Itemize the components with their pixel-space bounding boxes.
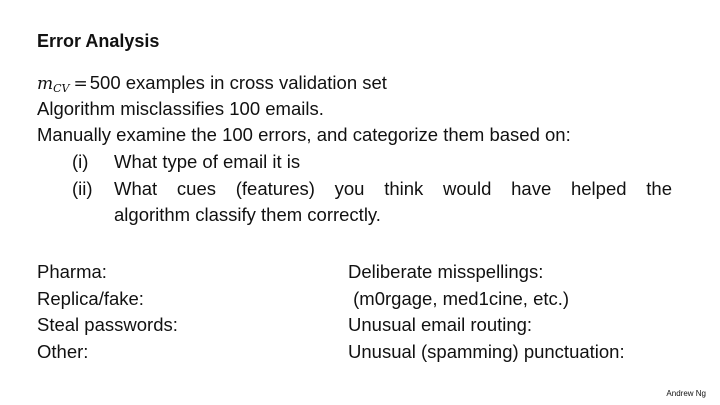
examine-line: Manually examine the 100 errors, and categorize them based on: [37,124,571,145]
cue-misspellings: Deliberate misspellings: [348,261,544,282]
category-list-right [348,259,625,365]
m-cv-symbol: $m_{CV}$ = [37,74,88,95]
misclassify-line: Algorithm misclassifies 100 emails. [37,98,324,119]
category-steal-passwords: Steal passwords: [37,314,178,335]
sub-item-2-number-wrap [72,176,114,202]
category-pharma: Pharma: [37,261,107,282]
author-footer: Andrew Ng [666,389,706,398]
cue-misspellings-examples: (m0rgage, med1cine, etc.) [348,287,570,309]
cue-email-routing: Unusual email routing: [348,314,533,335]
sub-item-2-number: (ii) [72,178,93,199]
slide-title: Error Analysis [37,31,160,51]
sub-item-2-text: What cues (features) you think would have helped the [114,178,672,199]
sub-item-1-number: (i) [72,151,89,172]
category-replica: Replica/fake: [37,287,144,309]
sub-item-2-continuation: algorithm classify them correctly. [114,204,381,225]
category-list-left [37,259,178,365]
sub-item-1-text: What type of email it is [114,151,301,172]
cv-line-text: 500 examples in cross validation set [89,72,387,93]
cue-punctuation: Unusual (spamming) punctuation: [348,340,625,362]
sub-item-1 [72,149,300,175]
category-other: Other: [37,340,89,362]
